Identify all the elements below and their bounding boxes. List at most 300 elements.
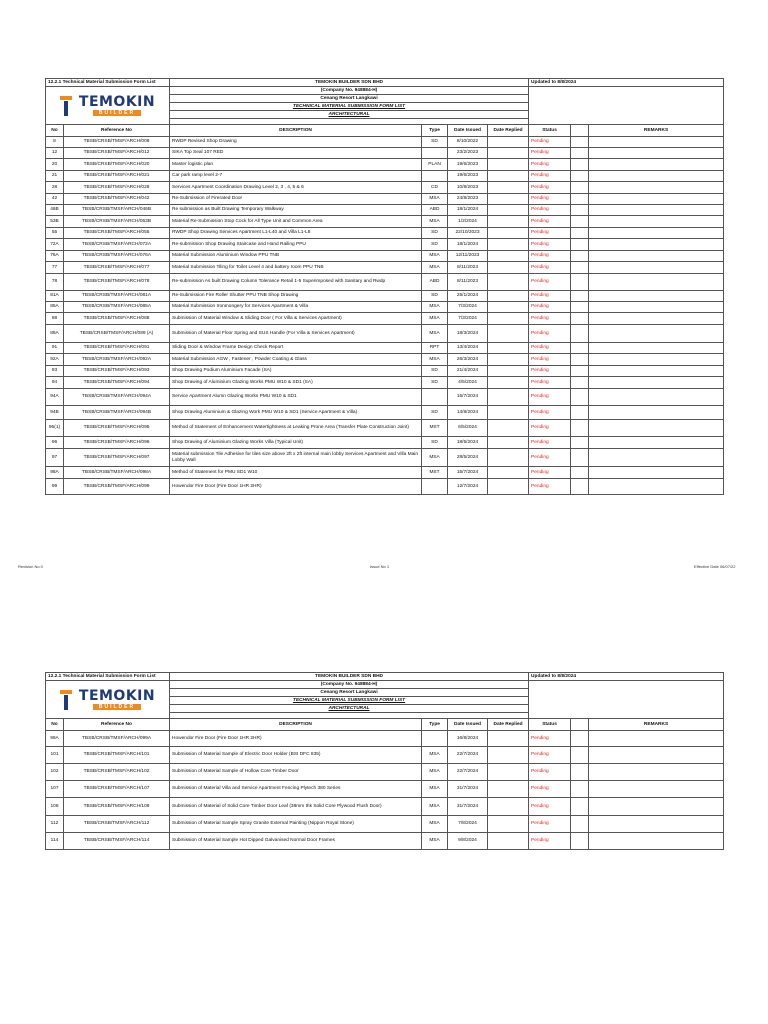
row-no: 92A xyxy=(46,354,64,366)
row-blank xyxy=(571,354,589,366)
row-type: ABD xyxy=(422,274,448,291)
row-reference: TBSB/CRSB/TMSF/ARCH/092A xyxy=(64,354,170,366)
row-description: Re submission as Built Drawing Temporary Walkway xyxy=(170,205,422,216)
col-header-date-replied: Date Replied xyxy=(488,125,529,137)
row-reference: TBSB/CRSB/TMSF/ARCH/028 xyxy=(64,182,170,194)
company-number: (Company No. 948884-H) xyxy=(170,87,529,95)
row-type xyxy=(422,148,448,159)
row-blank xyxy=(571,205,589,216)
row-description: Master logistic plan xyxy=(170,159,422,171)
row-type: MSA xyxy=(422,764,448,781)
row-status: Pending xyxy=(529,798,571,816)
row-status: Pending xyxy=(529,366,571,377)
row-no: 77 xyxy=(46,262,64,274)
row-status: Pending xyxy=(529,354,571,366)
col-header-date-issued: Date Issued xyxy=(448,125,488,137)
row-remarks xyxy=(589,239,724,251)
row-status: Pending xyxy=(529,137,571,148)
row-type xyxy=(422,171,448,182)
row-description: Submission of Material Sample Spray Granite External Painting (Nippon Royal Stone) xyxy=(170,816,422,833)
table-row xyxy=(46,205,724,216)
row-status: Pending xyxy=(529,816,571,833)
row-type: MSA xyxy=(422,798,448,816)
row-type: MSA xyxy=(422,194,448,205)
row-no: 99 xyxy=(46,479,64,495)
row-date-replied xyxy=(488,354,529,366)
row-remarks xyxy=(589,389,724,406)
table-row xyxy=(46,291,724,302)
row-reference: TBSB/CRSB/TMSF/ARCH/107 xyxy=(64,781,170,798)
row-blank xyxy=(571,251,589,262)
row-reference: TBSB/CRSB/TMSF/ARCH/094 xyxy=(64,377,170,389)
row-date-issued: 6/5/2024 xyxy=(448,420,488,437)
row-date-issued: 10/8/2023 xyxy=(448,182,488,194)
table-row xyxy=(46,137,724,148)
row-blank xyxy=(571,420,589,437)
row-type xyxy=(422,389,448,406)
logo-cell xyxy=(46,87,170,125)
table-row xyxy=(46,816,724,833)
row-blank xyxy=(571,182,589,194)
row-description: Method of Statement for PMU SD1 W10 xyxy=(170,467,422,479)
table-row xyxy=(46,798,724,816)
row-status: Pending xyxy=(529,406,571,420)
table-row xyxy=(46,437,724,449)
table-row xyxy=(46,194,724,205)
row-date-replied xyxy=(488,251,529,262)
row-description: Method of Statement of Enhancement Watertightness at Leaking Prone Area (Transfer Plate Construction Joint) xyxy=(170,420,422,437)
row-type: MSA xyxy=(422,262,448,274)
row-reference: TBSB/CRSB/TMSF/ARCH/081A xyxy=(64,291,170,302)
row-date-issued: 9/8/2024 xyxy=(448,833,488,850)
row-blank xyxy=(571,313,589,325)
row-blank xyxy=(571,343,589,354)
row-remarks xyxy=(589,747,724,764)
row-date-issued: 21/4/2024 xyxy=(448,366,488,377)
row-date-replied xyxy=(488,406,529,420)
row-remarks xyxy=(589,377,724,389)
row-date-issued: 8/11/2023 xyxy=(448,262,488,274)
row-remarks xyxy=(589,816,724,833)
row-type: SD xyxy=(422,228,448,239)
table-row xyxy=(46,406,724,420)
row-type xyxy=(422,479,448,495)
logo-name: TEMOKIN xyxy=(78,94,156,110)
row-reference: TBSB/CRSB/TMSF/ARCH/095 xyxy=(64,420,170,437)
updated-date: Updated to 8/8/2024 xyxy=(529,79,724,87)
row-description: RWDP Shop Drawing Services Apartment L1-L40 and Villa L1-L8 xyxy=(170,228,422,239)
row-description: Howendor Fire Door (Fire Door 1HR 2HR) xyxy=(170,731,422,747)
row-status: Pending xyxy=(529,194,571,205)
row-reference: TBSB/CRSB/TMSF/ARCH/076A xyxy=(64,251,170,262)
row-description: Re-submission Shop Drawing Staircase and Hand Railing PPU xyxy=(170,239,422,251)
table-row xyxy=(46,228,724,239)
row-description: Re-Submission Fire Roller Shutter PPU TNB Shop Drawing xyxy=(170,291,422,302)
row-description: Shop Drawing Podium Aluminium Facade (SA) xyxy=(170,366,422,377)
row-date-issued: 28/5/2024 xyxy=(448,449,488,467)
col-header-date-issued: Date Issued xyxy=(448,719,488,731)
row-date-replied xyxy=(488,262,529,274)
row-status: Pending xyxy=(529,467,571,479)
row-reference: TBSB/CRSB/TMSF/ARCH/020 xyxy=(64,159,170,171)
row-reference: TBSB/CRSB/TMSF/ARCH/102 xyxy=(64,764,170,781)
row-remarks xyxy=(589,449,724,467)
row-reference: TBSB/CRSB/TMSF/ARCH/108 xyxy=(64,798,170,816)
row-remarks xyxy=(589,781,724,798)
row-no: 97 xyxy=(46,449,64,467)
row-date-issued: 18/5/2024 xyxy=(448,437,488,449)
submission-table-page-1 xyxy=(45,78,724,495)
row-blank xyxy=(571,171,589,182)
row-date-issued: 18/1/2024 xyxy=(448,205,488,216)
row-remarks xyxy=(589,228,724,239)
row-blank xyxy=(571,467,589,479)
table-row xyxy=(46,467,724,479)
row-remarks xyxy=(589,148,724,159)
row-date-replied xyxy=(488,833,529,850)
row-remarks xyxy=(589,420,724,437)
row-no: 78 xyxy=(46,274,64,291)
row-blank xyxy=(571,148,589,159)
row-status: Pending xyxy=(529,377,571,389)
row-reference: TBSB/CRSB/TMSF/ARCH/098A xyxy=(64,467,170,479)
row-status: Pending xyxy=(529,764,571,781)
row-no: 42 xyxy=(46,194,64,205)
row-no: 53B xyxy=(46,216,64,228)
row-date-issued: 12/7/2024 xyxy=(448,479,488,495)
temokin-logo-mark-icon xyxy=(60,690,76,710)
row-no: 46B xyxy=(46,205,64,216)
row-date-issued: 24/8/2023 xyxy=(448,194,488,205)
row-date-replied xyxy=(488,747,529,764)
row-reference: TBSB/CRSB/TMSF/ARCH/097 xyxy=(64,449,170,467)
row-date-issued: 15/7/2024 xyxy=(448,389,488,406)
discipline: ARCHITECTURAL xyxy=(170,111,529,119)
row-no: 28 xyxy=(46,182,64,194)
row-date-replied xyxy=(488,764,529,781)
table-row xyxy=(46,251,724,262)
row-date-issued: 4/5/2024 xyxy=(448,377,488,389)
row-date-issued: 22/7/2024 xyxy=(448,747,488,764)
row-status: Pending xyxy=(529,437,571,449)
table-row xyxy=(46,182,724,194)
row-reference: TBSB/CRSB/TMSF/ARCH/078 xyxy=(64,274,170,291)
row-status: Pending xyxy=(529,262,571,274)
row-description: Submission of Material Sample Hot Dipped Galvanised Normal Door Frames xyxy=(170,833,422,850)
row-no: 107 xyxy=(46,781,64,798)
row-blank xyxy=(571,302,589,313)
row-no: 94A xyxy=(46,389,64,406)
discipline: ARCHITECTURAL xyxy=(170,705,529,713)
col-header-remarks: REMARKS xyxy=(589,719,724,731)
row-date-replied xyxy=(488,325,529,343)
row-reference: TBSB/CRSB/TMSF/ARCH/008 xyxy=(64,137,170,148)
row-blank xyxy=(571,479,589,495)
row-date-issued: 16/8/2024 xyxy=(448,731,488,747)
row-type: PLAN xyxy=(422,159,448,171)
row-remarks xyxy=(589,251,724,262)
row-blank xyxy=(571,377,589,389)
row-remarks xyxy=(589,437,724,449)
row-description: Submission of Material Window & Sliding Door ( For Villa & Services Apartment) xyxy=(170,313,422,325)
row-status: Pending xyxy=(529,343,571,354)
logo-subtitle: BUILDER xyxy=(93,110,141,116)
row-description: Shop Drawing Aluminium & Glazing Work PMU W10 & SD1 (Service Apartment & Villa) xyxy=(170,406,422,420)
table-row xyxy=(46,216,724,228)
row-date-replied xyxy=(488,343,529,354)
row-type: SD xyxy=(422,137,448,148)
row-remarks xyxy=(589,479,724,495)
row-date-replied xyxy=(488,228,529,239)
row-date-replied xyxy=(488,816,529,833)
row-blank xyxy=(571,216,589,228)
row-reference: TBSB/CRSB/TMSF/ARCH/021 xyxy=(64,171,170,182)
row-reference: TBSB/CRSB/TMSF/ARCH/072A xyxy=(64,239,170,251)
col-header-description: DESCRIPTION xyxy=(170,719,422,731)
row-status: Pending xyxy=(529,148,571,159)
row-blank xyxy=(571,291,589,302)
row-remarks xyxy=(589,833,724,850)
row-date-issued: 19/6/2023 xyxy=(448,159,488,171)
row-date-issued: 8/10/2022 xyxy=(448,137,488,148)
row-description: Material submission Tile Adhesive for tiles size above 2ft x 2ft internal main lobby Services Apartment and Villa Main Lobby Wall xyxy=(170,449,422,467)
row-date-issued: 15/7/2024 xyxy=(448,467,488,479)
row-remarks xyxy=(589,137,724,148)
row-date-replied xyxy=(488,216,529,228)
row-date-replied xyxy=(488,182,529,194)
row-date-issued: 22/7/2024 xyxy=(448,764,488,781)
row-remarks xyxy=(589,182,724,194)
row-type: RPT xyxy=(422,343,448,354)
row-status: Pending xyxy=(529,239,571,251)
table-row xyxy=(46,148,724,159)
row-type: MST xyxy=(422,420,448,437)
row-status: Pending xyxy=(529,389,571,406)
row-blank xyxy=(571,816,589,833)
row-description: Submission of Material Sample of Electric Door Holder (BSI DFC 835) xyxy=(170,747,422,764)
row-type: MSA xyxy=(422,216,448,228)
row-no: 81A xyxy=(46,291,64,302)
row-no: 114 xyxy=(46,833,64,850)
list-title: TECHNICAL MATERIAL SUBMISSION FORM LIST xyxy=(170,103,529,111)
row-blank xyxy=(571,833,589,850)
row-no: 98A xyxy=(46,467,64,479)
row-reference: TBSB/CRSB/TMSF/ARCH/085A xyxy=(64,302,170,313)
form-title: 12.2.1 Technical Material Submission Form List xyxy=(46,79,170,87)
row-description: Material Submission Aluminium Window PPU TNB xyxy=(170,251,422,262)
row-date-replied xyxy=(488,302,529,313)
col-header-reference: Reference No xyxy=(64,125,170,137)
row-date-issued: 25/1/2024 xyxy=(448,291,488,302)
row-type: SD xyxy=(422,291,448,302)
logo-name: TEMOKIN xyxy=(78,688,156,704)
row-type: SD xyxy=(422,377,448,389)
table-row xyxy=(46,171,724,182)
row-blank xyxy=(571,781,589,798)
row-status: Pending xyxy=(529,216,571,228)
row-description: Service Apartment Alumn Glazing Works PMU W10 & SD1 xyxy=(170,389,422,406)
row-blank xyxy=(571,262,589,274)
row-status: Pending xyxy=(529,171,571,182)
row-description: Services Apartment Coordination Drawing Level 2, 3 , 4, 5 & 6 xyxy=(170,182,422,194)
col-header-status: Status xyxy=(529,719,571,731)
row-remarks xyxy=(589,406,724,420)
row-no: 102 xyxy=(46,764,64,781)
row-no: 21 xyxy=(46,171,64,182)
col-header-reference: Reference No xyxy=(64,719,170,731)
row-date-replied xyxy=(488,313,529,325)
row-description: Re-Submission of Firerated Door xyxy=(170,194,422,205)
row-type: MSA xyxy=(422,833,448,850)
row-remarks xyxy=(589,313,724,325)
project-name: Cenang Resort Langkawi xyxy=(170,95,529,103)
table-row xyxy=(46,354,724,366)
row-no: 89A xyxy=(46,325,64,343)
row-description: Howendor Fire Door (Fire Door 1HR 2HR) xyxy=(170,479,422,495)
logo-subtitle: BUILDER xyxy=(93,704,141,710)
row-date-issued: 12/11/2023 xyxy=(448,251,488,262)
row-blank xyxy=(571,731,589,747)
row-date-replied xyxy=(488,194,529,205)
row-blank xyxy=(571,228,589,239)
row-blank xyxy=(571,437,589,449)
row-no: 72A xyxy=(46,239,64,251)
row-date-replied xyxy=(488,449,529,467)
row-description: Material Re-Submission Stop Cock for All Type Unit and Common Area xyxy=(170,216,422,228)
col-header-remarks: REMARKS xyxy=(589,125,724,137)
row-no: 76A xyxy=(46,251,64,262)
row-status: Pending xyxy=(529,313,571,325)
col-header-no: No xyxy=(46,125,64,137)
table-row xyxy=(46,747,724,764)
row-reference: TBSB/CRSB/TMSF/ARCH/077 xyxy=(64,262,170,274)
row-remarks xyxy=(589,325,724,343)
col-header-status: Status xyxy=(529,125,571,137)
row-date-issued: 18/3/2024 xyxy=(448,325,488,343)
row-date-replied xyxy=(488,420,529,437)
row-remarks xyxy=(589,764,724,781)
row-type: MSA xyxy=(422,302,448,313)
row-date-replied xyxy=(488,479,529,495)
row-reference: TBSB/CRSB/TMSF/ARCH/088 xyxy=(64,313,170,325)
row-date-issued: 14/8/2024 xyxy=(448,406,488,420)
footer-effective-date: Effective Date 06/07/22 xyxy=(694,564,736,569)
row-type xyxy=(422,731,448,747)
row-remarks xyxy=(589,302,724,313)
row-type: MST xyxy=(422,467,448,479)
row-type: MSA xyxy=(422,325,448,343)
row-status: Pending xyxy=(529,747,571,764)
form-title: 12.2.1 Technical Material Submission Form List xyxy=(46,673,170,681)
row-no: 108 xyxy=(46,798,64,816)
row-date-replied xyxy=(488,274,529,291)
row-description: Shop Drawing of Aluminium Glazing Works Villa (Typical Unit) xyxy=(170,437,422,449)
row-date-issued: 26/3/2024 xyxy=(448,354,488,366)
row-date-issued: 18/1/2024 xyxy=(448,239,488,251)
row-blank xyxy=(571,325,589,343)
row-no: 55 xyxy=(46,228,64,239)
row-reference: TBSB/CRSB/TMSF/ARCH/042 xyxy=(64,194,170,205)
row-no: 95(1) xyxy=(46,420,64,437)
row-type: MSA xyxy=(422,449,448,467)
row-remarks xyxy=(589,216,724,228)
row-remarks xyxy=(589,798,724,816)
footer-issue: Issue No 1 xyxy=(370,564,390,569)
row-date-issued: 13/4/2024 xyxy=(448,343,488,354)
row-date-replied xyxy=(488,159,529,171)
row-description: Material Submission Tiling for Toilet Level 4 and battery room PPU TNB xyxy=(170,262,422,274)
row-date-replied xyxy=(488,731,529,747)
row-remarks xyxy=(589,159,724,171)
row-no: 91 xyxy=(46,343,64,354)
row-status: Pending xyxy=(529,182,571,194)
row-blank xyxy=(571,406,589,420)
row-type: SD xyxy=(422,437,448,449)
row-remarks xyxy=(589,467,724,479)
row-blank xyxy=(571,747,589,764)
row-type: ABD xyxy=(422,205,448,216)
row-remarks xyxy=(589,171,724,182)
row-description: Shop Drawing of Aluminium Glazing Works PMU W10 & SD1 (SA) xyxy=(170,377,422,389)
row-description: Material Submission AGW , Fastener , Powder Coating & Glass xyxy=(170,354,422,366)
row-date-issued: 31/7/2024 xyxy=(448,798,488,816)
row-remarks xyxy=(589,194,724,205)
row-status: Pending xyxy=(529,205,571,216)
row-date-issued: 31/7/2024 xyxy=(448,781,488,798)
row-date-replied xyxy=(488,366,529,377)
row-reference: TBSB/CRSB/TMSF/ARCH/089 (A) xyxy=(64,325,170,343)
row-date-issued: 7/3/2024 xyxy=(448,302,488,313)
row-no: 88 xyxy=(46,313,64,325)
submission-table-page-2 xyxy=(45,672,724,850)
logo-cell xyxy=(46,681,170,719)
table-row xyxy=(46,366,724,377)
row-description: Submission of Material Floor Spring and SUS Handle (For Villa & Services Apartment) xyxy=(170,325,422,343)
row-description: Submission of Material Villa and Service Apartment Fencing Plytech 380 Series xyxy=(170,781,422,798)
row-status: Pending xyxy=(529,325,571,343)
row-status: Pending xyxy=(529,228,571,239)
project-name: Cenang Resort Langkawi xyxy=(170,689,529,697)
row-description: Submission of Material Sample of Hollow Core Timber Door xyxy=(170,764,422,781)
row-status: Pending xyxy=(529,291,571,302)
row-date-replied xyxy=(488,137,529,148)
row-reference: TBSB/CRSB/TMSF/ARCH/112 xyxy=(64,816,170,833)
row-reference: TBSB/CRSB/TMSF/ARCH/094B xyxy=(64,406,170,420)
row-date-issued: 8/11/2023 xyxy=(448,274,488,291)
table-row xyxy=(46,479,724,495)
col-header-date-replied: Date Replied xyxy=(488,719,529,731)
row-type: MSA xyxy=(422,313,448,325)
table-row xyxy=(46,389,724,406)
row-blank xyxy=(571,798,589,816)
row-type: SD xyxy=(422,406,448,420)
row-remarks xyxy=(589,354,724,366)
company-name: TEMOKIN BUILDER SDN BHD xyxy=(170,79,529,87)
updated-date: Updated to 8/8/2024 xyxy=(529,673,724,681)
row-date-replied xyxy=(488,798,529,816)
row-reference: TBSB/CRSB/TMSF/ARCH/012 xyxy=(64,148,170,159)
row-no: 112 xyxy=(46,816,64,833)
row-no: 96 xyxy=(46,437,64,449)
row-remarks xyxy=(589,343,724,354)
table-row xyxy=(46,781,724,798)
row-no: 99A xyxy=(46,731,64,747)
list-title: TECHNICAL MATERIAL SUBMISSION FORM LIST xyxy=(170,697,529,705)
row-remarks xyxy=(589,731,724,747)
row-status: Pending xyxy=(529,479,571,495)
footer-revision: Revision No 0 xyxy=(18,564,43,569)
row-remarks xyxy=(589,205,724,216)
